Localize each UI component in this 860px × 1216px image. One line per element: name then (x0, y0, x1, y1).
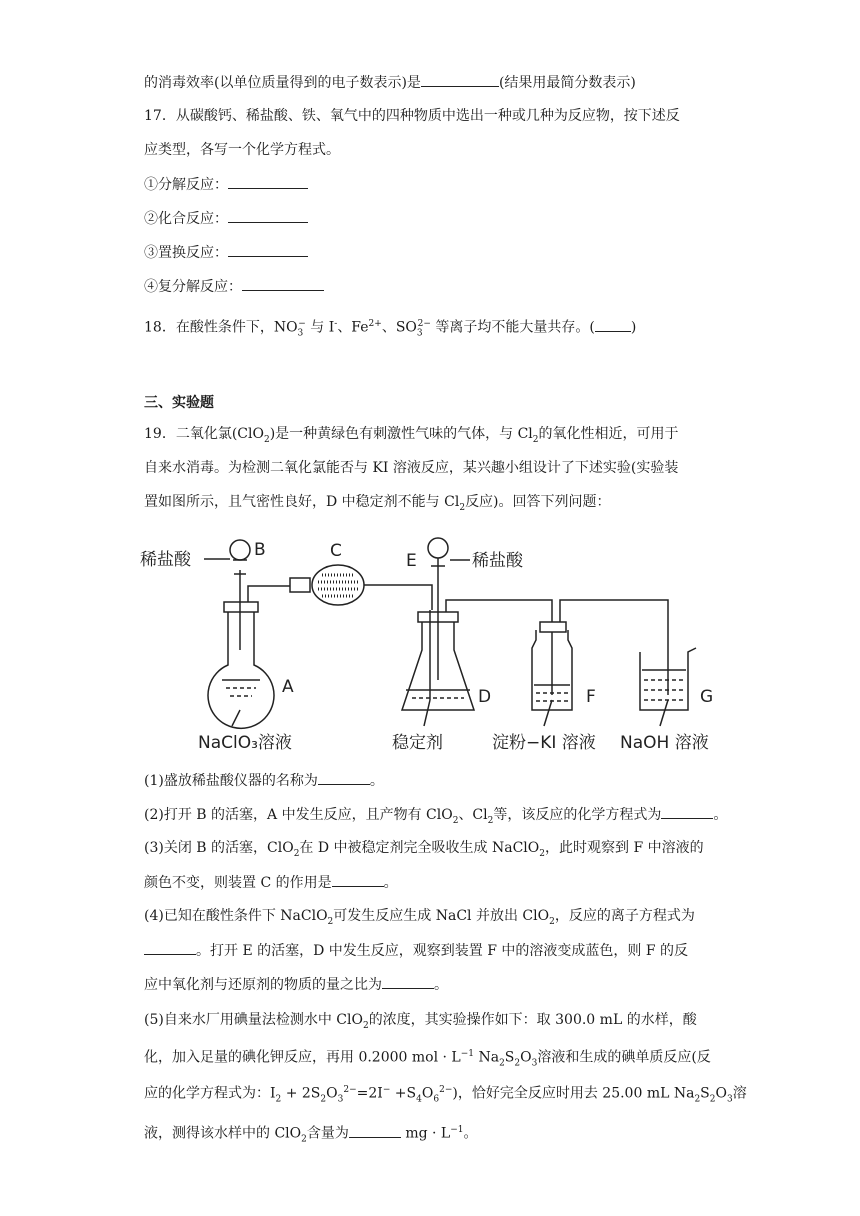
sub: 2 (487, 815, 494, 826)
text: ClO (237, 426, 264, 442)
text: ③置换反应： (144, 245, 228, 261)
text: (2)打开 B 的活塞，A 中发生反应，且产物有 ClO (144, 807, 453, 823)
stopper-A (224, 602, 258, 612)
text: 等离子均不能大量共存。( (435, 319, 595, 336)
text: ) (630, 319, 637, 336)
stopper-F (540, 622, 566, 632)
text: Na (478, 1049, 500, 1066)
sub: 4 (416, 1094, 422, 1105)
text: ②化合反应： (144, 211, 228, 227)
text: 溶液和生成的碘单质反应(反 (537, 1049, 711, 1066)
text: 颜色不变，则装置 C 的作用是 (144, 875, 332, 891)
text: 化，加入足量的碘化钾反应，再用 0.2000 mol · L (144, 1049, 461, 1066)
sub: 2 (499, 1058, 505, 1069)
label-F: F (586, 687, 596, 707)
text: 。 (383, 875, 398, 891)
text: 溶 (732, 1085, 747, 1102)
section-heading: 三、实验题 (144, 395, 214, 411)
text: +S (390, 1085, 417, 1102)
subquestion-1 (144, 770, 384, 791)
sup: - (334, 319, 338, 329)
question-17-line2 (144, 140, 340, 160)
sub: 2 (327, 916, 334, 927)
text: 、Fe (337, 319, 369, 336)
drying-tube-C (312, 565, 364, 605)
answer-blank[interactable] (661, 804, 713, 819)
subquestion-3-line1 (144, 838, 704, 864)
text: 、Cl (458, 807, 488, 823)
text: 。 (463, 1125, 478, 1142)
answer-blank[interactable] (318, 770, 370, 785)
text: 。打开 E 的活塞，D 中发生反应，观察到装置 F 中的溶液变成蓝色，则 F 的反 (196, 943, 689, 959)
sub: 3 (337, 1094, 344, 1105)
sub: 2 (293, 848, 300, 859)
text: O (326, 1085, 338, 1102)
label-hcl-left: 稀盐酸 (140, 550, 191, 570)
sup: −1 (450, 1125, 464, 1135)
sup: 2− (343, 1085, 357, 1095)
text: (1)盛放稀盐酸仪器的名称为 (144, 773, 318, 789)
answer-blank[interactable] (595, 317, 631, 332)
text: =2I (356, 1085, 383, 1102)
dropping-funnel-B (230, 540, 250, 560)
text: S (700, 1085, 710, 1102)
label-C: C (330, 541, 342, 561)
sub: 3 (726, 1094, 733, 1105)
apparatus-diagram (140, 530, 730, 762)
sub: 6 (433, 1094, 440, 1105)
label-G: G (700, 687, 714, 707)
question-17-item2 (144, 208, 308, 229)
text: + 2S (281, 1085, 321, 1102)
subquestion-4-line3 (144, 974, 448, 995)
answer-blank[interactable] (228, 174, 308, 189)
sub: 2 (275, 1094, 282, 1105)
answer-blank[interactable] (349, 1123, 401, 1138)
text: 与 I (310, 319, 335, 336)
sup: 2− (417, 319, 431, 329)
answer-blank[interactable] (228, 208, 308, 223)
sub: 3 (531, 1058, 538, 1069)
text: 。 (369, 773, 384, 789)
text: 反应)。回答下列问题： (465, 494, 611, 510)
text: 的浓度，其实验操作如下：取 300.0 mL 的水样，酸 (368, 1012, 697, 1028)
answer-blank[interactable] (332, 872, 384, 887)
sub: 2 (539, 848, 545, 859)
sub: 2 (459, 502, 466, 513)
sub: 2 (532, 434, 539, 445)
text: 含量为 (306, 1125, 349, 1142)
sup: 2− (439, 1085, 453, 1095)
caption-D: 稳定剂 (392, 733, 443, 753)
sub: 2 (514, 1058, 521, 1069)
text: )，恰好完全反应时用去 25.00 mL Na (452, 1085, 695, 1102)
sup: −1 (460, 1049, 474, 1059)
question-17-item1 (144, 174, 308, 195)
subquestion-2 (144, 804, 727, 831)
caption-A: NaClO₃溶液 (198, 733, 292, 753)
text: 、SO (381, 319, 417, 336)
text: 等，该反应的化学方程式为 (493, 807, 662, 823)
text: O (421, 1085, 434, 1102)
answer-blank[interactable] (228, 242, 308, 257)
text: 应的化学方程式为：I (144, 1085, 276, 1102)
label-B: B (254, 540, 266, 560)
text: 19．二氧化氯( (144, 426, 238, 442)
text: 的消毒效率(以单位质量得到的电子数表示)是 (144, 75, 421, 91)
subquestion-4-line1 (144, 906, 695, 932)
text: mg · L (405, 1125, 451, 1142)
pipe-connector (290, 578, 310, 592)
sub: 2 (362, 1020, 369, 1031)
subquestion-4-line2 (144, 940, 688, 961)
sub: 2 (694, 1094, 701, 1105)
question-19-line1 (144, 424, 679, 450)
text: )是一种黄绿色有刺激性气味的气体，与 Cl (269, 426, 533, 442)
subquestion-3-line2 (144, 872, 398, 893)
answer-blank[interactable] (421, 72, 499, 87)
text: ，此时观察到 F 中溶液的 (545, 840, 704, 856)
answer-blank[interactable] (242, 276, 324, 291)
text: 的氧化性相近，可用于 (538, 426, 679, 442)
text: 应中氧化剂与还原剂的物质的量之比为 (144, 977, 382, 993)
text: O (520, 1049, 532, 1066)
dropping-funnel-E (428, 538, 448, 558)
label-A: A (282, 677, 294, 697)
sub: 2 (549, 916, 555, 927)
label-E: E (406, 551, 417, 571)
text: (结果用最简分数表示) (498, 75, 636, 91)
text: 。 (713, 807, 728, 823)
text: 液，测得该水样中的 ClO (144, 1125, 302, 1142)
sub: 2 (320, 1094, 327, 1105)
answer-blank[interactable] (144, 940, 196, 955)
sub: 2 (263, 434, 270, 445)
subquestion-5-line1 (144, 1010, 697, 1036)
question-17-line1 (144, 106, 680, 126)
sup: 2+ (368, 319, 382, 329)
text: (4)已知在酸性条件下 NaClO (144, 908, 328, 924)
text: 可发生反应生成 NaCl 并放出 ClO (333, 908, 550, 924)
text: 置如图所示，且气密性良好，D 中稳定剂不能与 Cl (144, 494, 460, 510)
subquestion-5-line2 (144, 1044, 711, 1073)
caption-F: 淀粉−KI 溶液 (492, 733, 596, 753)
sup: − (298, 319, 306, 329)
text: ①分解反应： (144, 177, 228, 193)
text: 自来水消毒。为检测二氧化氯能否与 KI 溶液反应，某兴趣小组设计了下述实验(实验装 (144, 460, 679, 476)
text: 。 (434, 977, 448, 993)
text-line (144, 72, 636, 93)
sub: 3 (297, 328, 304, 339)
question-17-item3 (144, 242, 308, 263)
text: 在 D 中被稳定剂完全吸收生成 NaClO (299, 840, 540, 856)
sup: − (382, 1085, 391, 1095)
question-17-item4 (144, 276, 324, 297)
sub: 2 (301, 1134, 307, 1145)
label-hcl-right: 稀盐酸 (472, 551, 523, 571)
label-D: D (478, 687, 492, 707)
text: (5)自来水厂用碘量法检测水中 ClO (144, 1012, 363, 1028)
text: O (715, 1085, 727, 1102)
sub: 2 (452, 815, 459, 826)
caption-G: NaOH 溶液 (620, 733, 709, 753)
answer-blank[interactable] (382, 974, 434, 989)
text: S (504, 1049, 515, 1066)
question-19-line3 (144, 492, 611, 518)
round-bottom-flask-A (208, 610, 274, 728)
question-19-line2 (144, 458, 678, 478)
sub: 3 (416, 328, 423, 339)
text: ④复分解反应： (144, 279, 242, 295)
text: 17．从碳酸钙、稀盐酸、铁、氧气中的四种物质中选出一种或几种为反应物，按下述反 (144, 108, 680, 124)
text: ，反应的离子方程式为 (554, 908, 695, 924)
question-18 (144, 314, 636, 343)
text: (3)关闭 B 的活塞，ClO (144, 840, 294, 856)
text: 18．在酸性条件下，NO (144, 319, 298, 336)
sub: 2 (709, 1094, 716, 1105)
text: 应类型，各写一个化学方程式。 (144, 142, 340, 158)
subquestion-5-line4 (144, 1120, 477, 1149)
subquestion-5-line3 (144, 1080, 747, 1109)
